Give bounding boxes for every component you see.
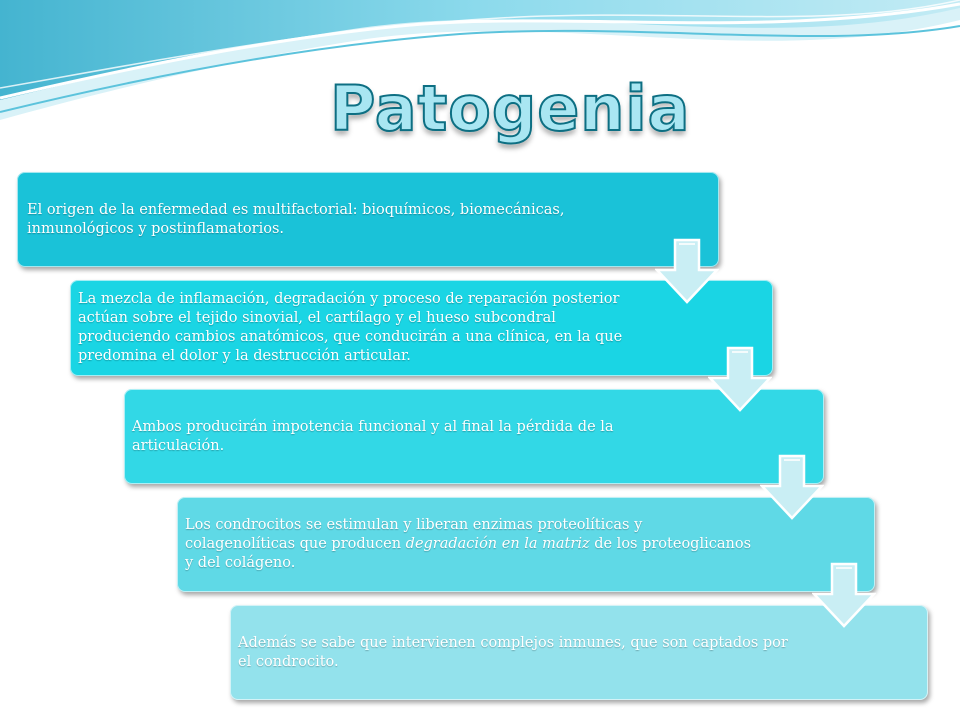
down-arrow-icon — [708, 346, 772, 414]
down-arrow-icon — [812, 562, 876, 630]
process-step-4-text-end: de los proteoglicanos y del colágeno. — [185, 536, 752, 571]
process-step-3-text: Ambos producirán impotencia funcional y al final la pérdida de la articulación. — [132, 418, 614, 454]
process-step-4-text-start: Los condrocitos se estimulan y liberan enzimas proteolíticas y colagenolíticas que producen — [185, 517, 643, 552]
down-arrow-icon — [655, 238, 719, 306]
process-step-1-text: El origen de la enfermedad es multifactorial: bioquímicos, biomecánicas, inmunológicos y postinflamatorios. — [27, 201, 565, 237]
process-step-5-text: Además se sabe que intervienen complejos inmunes, que son captados por el condrocito. — [238, 634, 788, 670]
process-step-2-text: La mezcla de inflamación, degradación y proceso de reparación posterior actúan sobre el tejido sinovial, el cartílago y el hueso subcondral produciendo cambios anatómicos, que conducirán a una clínica, en la que predomina el dolor y la destrucción articular. — [78, 291, 623, 364]
down-arrow-icon — [760, 454, 824, 522]
process-step-1 — [17, 172, 719, 267]
process-step-4-emphasis: degradación en la matriz — [405, 536, 590, 552]
slide-title: Patogenia — [330, 72, 691, 145]
process-step-4-text — [185, 516, 755, 573]
